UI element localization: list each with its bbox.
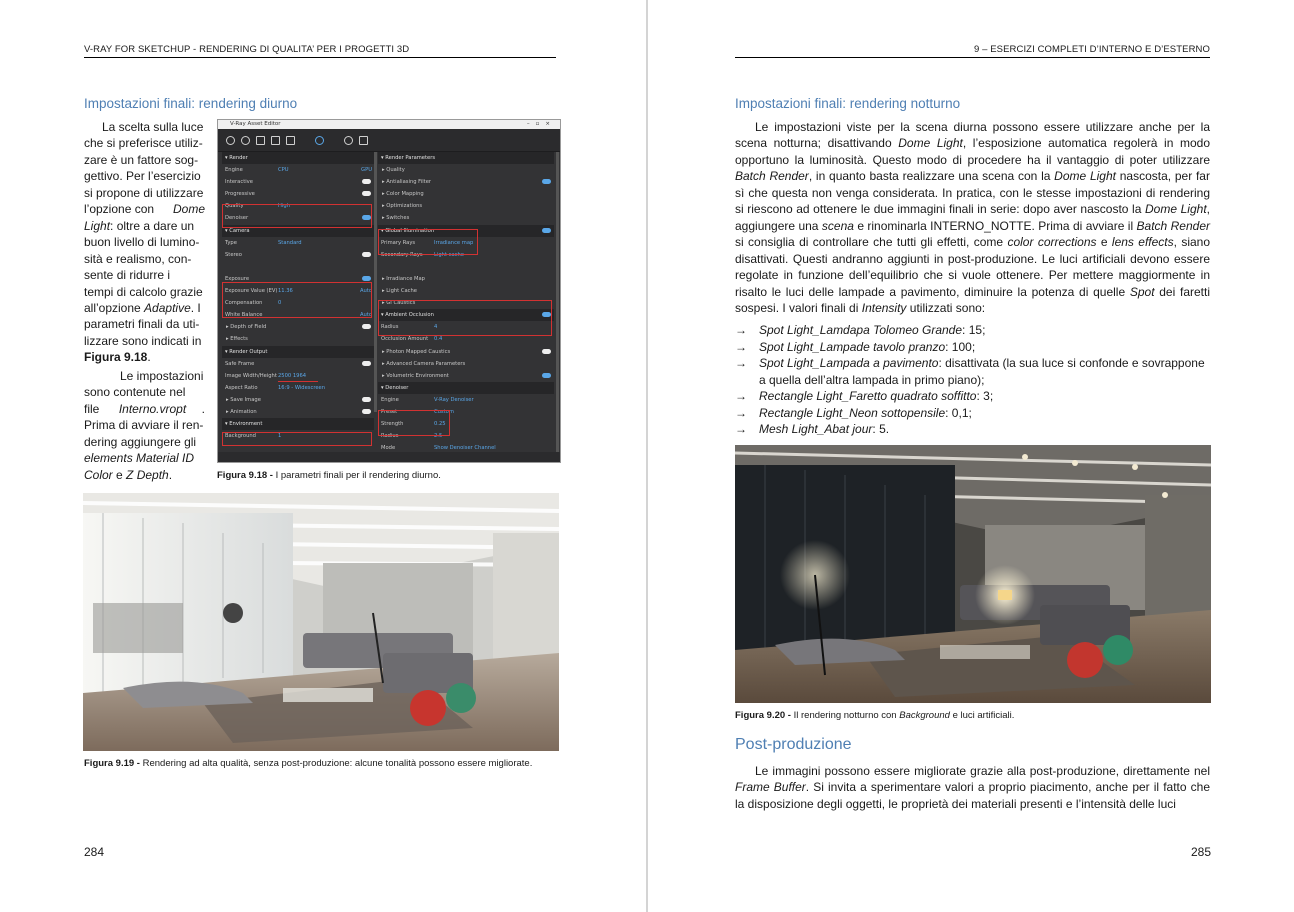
vray-setting-row[interactable]: White Balance Auto	[225, 312, 372, 319]
vray-setting-row[interactable]: ▾ Camera	[222, 225, 374, 237]
italic-term: Dome Light	[1145, 202, 1207, 217]
text-line: sono contenute nel	[84, 385, 186, 400]
setting-value[interactable]: 16:9 - Widescreen	[278, 384, 326, 391]
right-scrollbar	[556, 152, 559, 452]
setting-value[interactable]: CPU	[278, 167, 289, 174]
text-run: Le immagini possono essere migliorate grazie alla post-produzione, direttamente nel	[755, 764, 1210, 778]
section-title-post-production: Post-produzione	[735, 736, 852, 753]
text-line: Figura 9.18.	[84, 350, 151, 365]
text-line: sente di ridurre i	[84, 268, 171, 283]
setting-value[interactable]: 0	[278, 300, 282, 307]
highlight-gi-rays	[378, 229, 478, 255]
text-line: zare è un fattore sog-	[84, 152, 199, 167]
vray-setting-row[interactable]: ▸ Quality	[382, 167, 405, 174]
setting-value[interactable]: Custom	[434, 408, 454, 415]
arrow-bullet-icon: →	[735, 389, 747, 404]
italic-term: Dome Light	[898, 136, 963, 151]
page-number-right: 285	[1191, 845, 1212, 859]
frame-buffer-icon	[359, 136, 368, 145]
text-line: file Interno.vropt .	[84, 401, 205, 416]
italic-term: scena	[821, 218, 854, 233]
window-buttons: –▫×	[526, 121, 556, 127]
vray-setting-row[interactable]: Denoiser	[222, 212, 374, 224]
italic-term: Batch Render	[1136, 218, 1210, 233]
setting-value[interactable]: 0.4	[434, 336, 443, 343]
text-line: parametri finali da uti-	[84, 317, 200, 332]
vray-setting-row[interactable]: ▸ Depth of Field	[222, 321, 374, 333]
highlight-quality	[222, 204, 372, 228]
text-line: sità e realismo, con-	[84, 251, 192, 266]
text-run: , aggiungere una	[735, 202, 1210, 233]
vray-setting-row[interactable]: Stereo	[222, 249, 374, 261]
toggle-switch[interactable]	[362, 252, 371, 257]
toggle-switch[interactable]	[362, 179, 371, 184]
vray-setting-row[interactable]: ▾ Render Parameters	[378, 152, 554, 164]
vray-setting-row[interactable]: Secondary Rays Light cache	[378, 249, 554, 261]
vray-setting-row[interactable]: Engine CPU GPU	[222, 164, 374, 176]
vray-setting-row[interactable]: ▸ Color Mapping	[382, 191, 424, 198]
vray-toolbar	[218, 129, 560, 152]
toggle-switch[interactable]	[362, 397, 371, 402]
setting-value[interactable]: 4	[434, 324, 438, 331]
text-line: Light: oltre a dare un	[84, 218, 195, 233]
italic-term: Intensity	[861, 300, 907, 315]
setting-value[interactable]: High	[278, 203, 290, 210]
section-title-night: Impostazioni finali: rendering notturno	[735, 96, 961, 111]
text-line: l’opzione con Dome	[84, 202, 205, 217]
setting-value[interactable]: 11.36	[278, 288, 293, 295]
night-render-image	[735, 445, 1211, 703]
arrow-bullet-icon: →	[735, 323, 747, 338]
intensity-list-item: → Spot Light_Lampade tavolo pranzo: 100;	[735, 339, 976, 354]
intensity-list-item: → Mesh Light_Abat jour: 5.	[735, 422, 890, 437]
vray-setting-row[interactable]: ▸ Light Cache	[382, 288, 417, 295]
vray-setting-row[interactable]: ▾ Environment	[222, 418, 374, 430]
text-run: utilizzati sono:	[906, 300, 986, 315]
left-scrollbar	[374, 152, 377, 412]
text-run: si consiglia di controllare che tutti gli effetti, come	[735, 235, 1008, 250]
vray-setting-row[interactable]: Background 1	[222, 430, 374, 442]
day-paragraph	[84, 119, 205, 483]
vray-setting-row[interactable]: Occlusion Amount 0.4	[378, 333, 554, 345]
setting-value[interactable]: 2500 1964	[278, 372, 307, 379]
vray-setting-row[interactable]: Engine V-Ray Denoiser	[378, 394, 554, 406]
toggle-switch[interactable]	[362, 276, 371, 281]
running-header-right: 9 – ESERCIZI COMPLETI D’INTERNO E D’ESTERNO	[735, 44, 1210, 58]
text-run: dei faretti sospesi. I valori finali di	[735, 284, 1210, 315]
vray-setting-row[interactable]: ▾ Render Output	[222, 346, 374, 358]
vray-setting-row[interactable]: Radius 2.5	[378, 430, 554, 442]
setting-value[interactable]: V-Ray Denoiser	[434, 396, 474, 403]
vray-setting-row[interactable]: Aspect Ratio 16:9 - Widescreen	[222, 382, 374, 394]
text-run: , l’esposizione automatica regolerà in modo opportuno la luminosità. Questo modo di procedere ha il vantaggio di poter utilizzare	[735, 136, 1210, 167]
vray-setting-row[interactable]: ▸ Save Image	[222, 394, 374, 406]
figure-9-19-caption: Figura 9.19 - Rendering ad alta qualità, senza post-produzione: alcune tonalità possono essere migliorate.	[84, 758, 533, 769]
figure-9-20-caption: Figura 9.20 - Il rendering notturno con Background e luci artificiali.	[735, 710, 1015, 721]
vray-setting-row[interactable]: Mode Show Denoiser Channel	[378, 442, 554, 454]
arrow-bullet-icon: →	[735, 405, 747, 420]
vray-setting-row[interactable]: Safe Frame	[222, 358, 374, 370]
text-run: , in quanto basta realizzare una scena con la	[808, 169, 1055, 184]
text-line: elements Material ID	[84, 451, 195, 466]
right-page	[648, 0, 1294, 912]
vray-setting-row[interactable]: Progressive	[222, 188, 374, 200]
intensity-list-item: → Rectangle Light_Faretto quadrato soffitto: 3;	[735, 389, 994, 404]
vray-setting-row[interactable]: ▸ Animation	[222, 406, 374, 418]
vray-setting-row[interactable]: Radius 4	[378, 321, 554, 333]
italic-term: Frame Buffer	[735, 780, 806, 795]
vray-asset-editor-figure	[217, 119, 561, 463]
textures-icon	[286, 136, 295, 145]
text-line: all’opzione Adaptive. I	[84, 300, 201, 315]
day-render-image	[83, 493, 559, 751]
vray-setting-row[interactable]: Interactive	[222, 176, 374, 188]
vray-bottom-bar	[218, 452, 560, 462]
figure-9-18-caption: Figura 9.18 - I parametri finali per il rendering diurno.	[217, 470, 441, 481]
text-line: tempi di calcolo grazie	[84, 284, 203, 299]
highlight-ambient-occlusion	[378, 300, 552, 336]
running-header-left: V-RAY FOR SKETCHUP - RENDERING DI QUALITA’ PER I PROGETTI 3D	[84, 44, 556, 58]
text-run: Le impostazioni viste per la scena diurna possono essere utilizzare anche per la scena notturna; disattivando	[735, 120, 1210, 151]
text-run: e rinominarla INTERNO_NOTTE. Prima di avviare il	[853, 218, 1137, 233]
vray-setting-row[interactable]: Exposure	[222, 273, 374, 285]
vray-setting-row[interactable]: ▸ Optimizations	[382, 203, 423, 210]
text-run: nascosta, per far sì che questa non venga considerata. In pratica, con le stesse impostazioni di rendering si riescono ad ottenere le due immagini finali in serie: dopo aver nascosto la	[735, 169, 1210, 217]
intensity-list-item: → Spot Light_Lampada a pavimento: disattivata (la sua luce si confonde e sovrappone a quella dell’altra lampada in primo piano);	[735, 356, 1205, 387]
vray-setting-row[interactable]: Compensation 0	[222, 297, 374, 309]
highlight-image-size	[278, 373, 318, 382]
setting-value[interactable]: Standard	[278, 239, 302, 246]
text-run: , siano disattivati. Questi andranno aggiunti in post-produzione. Le luci artificiali devono essere regolate in funzione dell’equilibrio che si vuole ottenere. Per mettere maggiormente in risalto le luci delle lampade a pavimento, diminuire la potenza di quelle	[735, 235, 1211, 299]
geometry-icon	[256, 136, 265, 145]
italic-term: color corrections	[1007, 235, 1097, 250]
arrow-bullet-icon: →	[735, 422, 747, 437]
highlight-exposure	[222, 282, 372, 318]
post-production-text	[735, 763, 1210, 812]
setting-value[interactable]: 2.5	[434, 433, 443, 440]
section-title-day: Impostazioni finali: rendering diurno	[84, 96, 298, 111]
intensity-list-item: → Rectangle Light_Neon sottopensile: 0,1;	[735, 405, 972, 420]
toggle-switch[interactable]	[362, 324, 371, 329]
setting-value[interactable]: 0.25	[434, 421, 446, 428]
vray-setting-row[interactable]	[378, 261, 554, 273]
vray-setting-row[interactable]: Preset Custom	[378, 406, 554, 418]
vray-setting-row[interactable]: ▸ Effects	[226, 336, 248, 343]
toggle-switch[interactable]	[542, 373, 551, 378]
text-line: Color e Z Depth.	[84, 467, 173, 482]
settings-gear-icon	[315, 136, 324, 145]
text-line: buon livello di lumino-	[84, 235, 200, 250]
text-run: e	[1096, 235, 1112, 250]
italic-term: Spot	[1129, 284, 1155, 299]
toggle-switch[interactable]	[362, 361, 371, 366]
vray-setting-row[interactable]	[222, 261, 374, 273]
vray-title-bar: V-Ray Asset Editor –▫×	[218, 120, 560, 129]
setting-value[interactable]: 1	[278, 433, 282, 440]
vray-setting-row[interactable]: ▾ Denoiser	[378, 382, 554, 394]
page-number-left: 284	[84, 845, 105, 859]
vray-setting-row[interactable]: Strength 0.25	[378, 418, 554, 430]
post-production-paragraph	[735, 763, 1210, 812]
intensity-list-item: → Spot Light_Lamdapa Tolomeo Grande: 15;	[735, 323, 986, 338]
highlight-background	[222, 432, 372, 446]
vray-setting-row[interactable]: ▸ GI Caustics	[382, 300, 416, 307]
vray-setting-row[interactable]: ▸ Photon Mapped Caustics	[378, 346, 554, 358]
highlight-denoiser	[378, 410, 450, 436]
layers-icon	[271, 136, 280, 145]
text-line: Le impostazioni	[120, 368, 204, 383]
arrow-bullet-icon: →	[735, 356, 747, 371]
vray-setting-row[interactable]: ▸ Advanced Camera Parameters	[382, 360, 466, 367]
toggle-switch[interactable]	[542, 349, 551, 354]
toggle-switch[interactable]	[362, 409, 371, 414]
setting-value[interactable]: Show Denoiser Channel	[434, 445, 496, 452]
materials-icon	[226, 136, 235, 145]
italic-term: Dome Light	[1054, 169, 1116, 184]
toggle-switch[interactable]	[542, 228, 551, 233]
text-run: . Si invita a sperimentare valori a proprio piacimento, anche per il fatto che la disposizione degli oggetti, le proprietà dei materiali presenti e l’intensità delle luci	[735, 780, 1210, 811]
vray-setting-row[interactable]: ▸ Irradiance Map	[382, 275, 425, 282]
text-line: si propone di utilizzare	[84, 185, 204, 200]
text-line: gettivo. Per l’esercizio	[84, 169, 201, 184]
text-line: Prima di avviare il ren-	[84, 418, 204, 433]
text-line: lizzare sono indicati in	[84, 333, 202, 348]
vray-setting-row[interactable]: Exposure Value (EV) 11.36 Auto	[222, 285, 374, 297]
vray-setting-row[interactable]: ▸ Antialiasing Filter	[378, 176, 554, 188]
italic-term: Batch Render	[735, 169, 809, 184]
toggle-switch[interactable]	[542, 179, 551, 184]
toggle-switch[interactable]	[362, 191, 371, 196]
text-line: dering aggiungere gli	[84, 434, 197, 449]
night-paragraph-text	[735, 119, 1210, 316]
vray-setting-row[interactable]: ▸ Switches	[382, 215, 410, 222]
night-paragraph	[735, 119, 1210, 438]
vray-setting-row[interactable]: ▾ Ambient Occlusion	[378, 309, 554, 321]
vray-setting-row[interactable]: Type Standard	[222, 237, 374, 249]
intensity-bullet-list	[735, 322, 1210, 437]
text-line: che si preferisce utiliz-	[84, 136, 203, 151]
vray-setting-row[interactable]: Quality High	[222, 200, 374, 212]
setting-value[interactable]: Light cache	[434, 251, 464, 258]
arrow-bullet-icon: →	[735, 339, 747, 354]
text-line: La scelta sulla luce	[102, 120, 204, 134]
vray-setting-row[interactable]: Image Width/Height 2500 1964	[222, 370, 374, 382]
setting-value[interactable]: Irradiance map	[434, 239, 474, 246]
lights-icon	[241, 136, 250, 145]
vray-setting-row[interactable]: ▸ Volumetric Environment	[378, 370, 554, 382]
vray-setting-row[interactable]: ▾ Global Illumination	[378, 225, 554, 237]
vray-setting-row[interactable]: Primary Rays Irradiance map	[378, 237, 554, 249]
vray-setting-row[interactable]: ▾ Render	[222, 152, 374, 164]
italic-term: lens effects	[1111, 235, 1174, 250]
render-teapot-icon	[344, 136, 353, 145]
left-page	[0, 0, 646, 912]
